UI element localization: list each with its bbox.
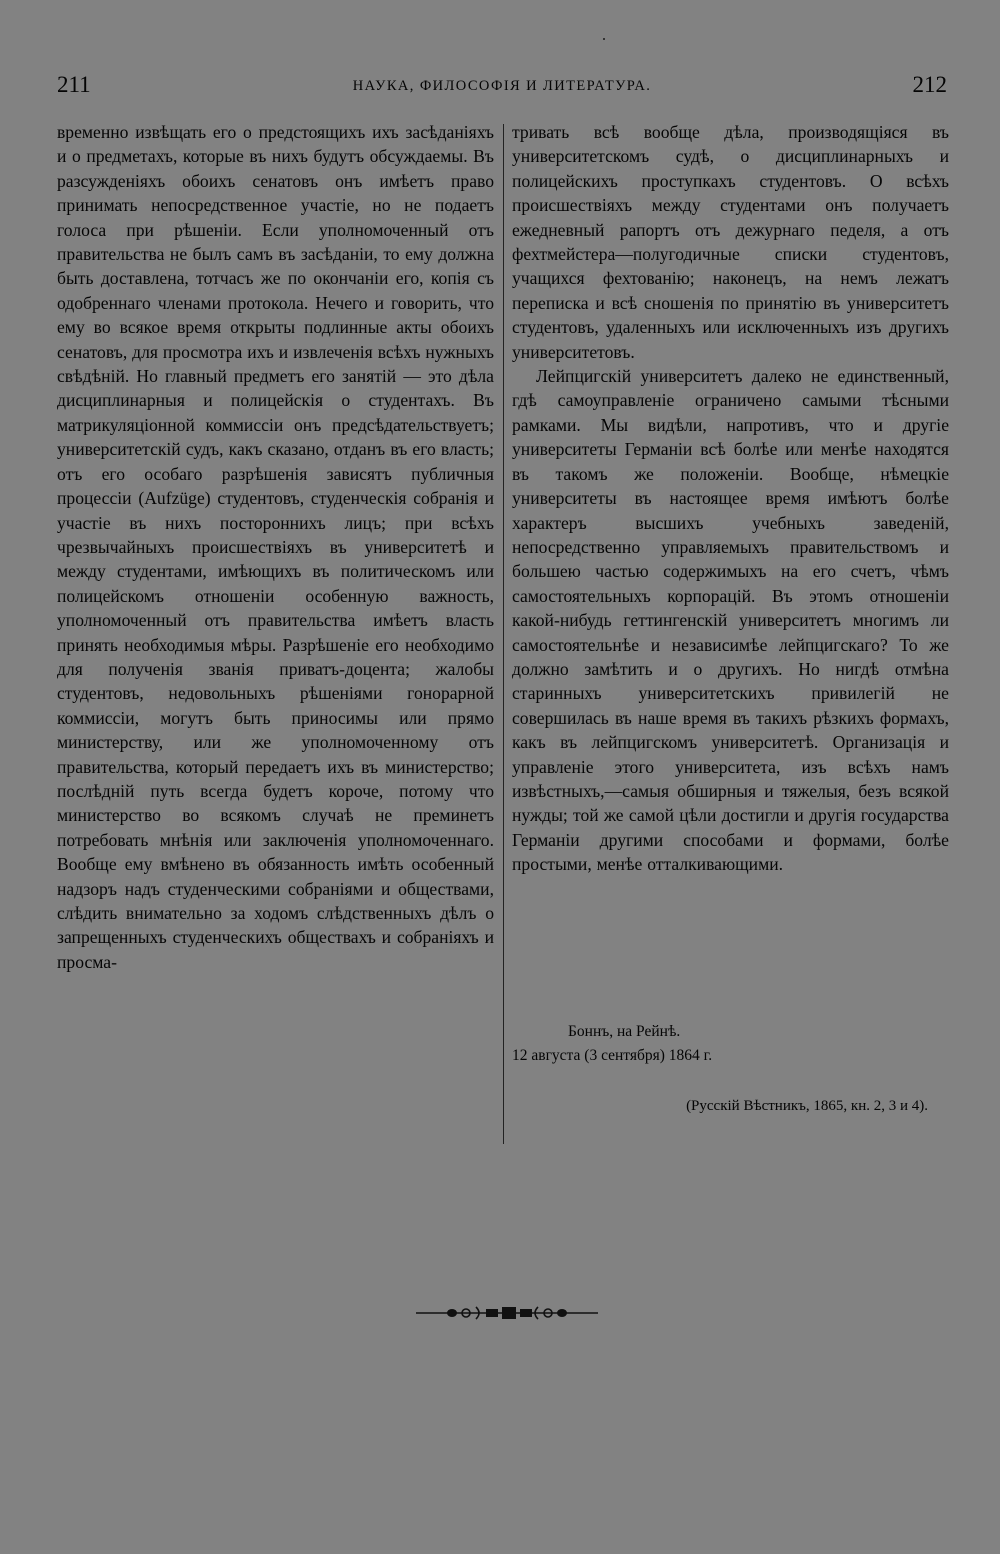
left-column bbox=[57, 120, 494, 974]
column-divider bbox=[503, 124, 504, 1144]
signoff-date: 12 августа (3 сентября) 1864 г. bbox=[512, 1047, 713, 1064]
paragraph-continuation: тривать всѣ вообще дѣла, производящіяся въ университетскомъ судѣ, о дисциплинарныхъ и полицейскихъ проступкахъ студентовъ. О всѣхъ происшествіяхъ между студентами онъ получаетъ ежедневный рапортъ отъ дежурнаго педеля, а отъ фехтмейстера—полугодичные списки студентовъ, учащихся фехтованію; наконецъ, на немъ лежатъ переписка и всѣ сношенія по принятію въ университетъ студентовъ, удаленныхъ или исключенныхъ изъ другихъ университетовъ. bbox=[512, 122, 949, 362]
running-title: НАУКА, ФИЛОСОФІЯ И ЛИТЕРАТУРА. bbox=[352, 78, 652, 94]
page-header bbox=[57, 70, 947, 104]
ornament-fleuron-icon bbox=[414, 1303, 600, 1323]
right-column bbox=[512, 120, 949, 877]
signoff-place: Боннъ, на Рейнѣ. bbox=[568, 1023, 681, 1040]
paragraph-leipzig: Лейпцигскій университетъ далеко не единственный, гдѣ самоуправленіе ограничено самыми тѣсными рамками. Мы видѣли, напротивъ, что и другіе университеты Германіи всѣ болѣе или менѣе находятся въ такомъ же положеніи. Вообще, нѣмецкіе университеты въ настоящее время имѣютъ болѣе характеръ высшихъ учебныхъ заведеній, непосредственно управляемыхъ правительствомъ и большею частью содержимыхъ на его счетъ, чѣмъ самостоятельныхъ корпорацій. Въ этомъ отношеніи какой-нибудь геттингенскій университетъ многимъ ли самостоятельнѣе и независимѣе лейпцигскаго? То же должно замѣтить и о другихъ. Но нигдѣ отмѣна старинныхъ университетскихъ привилегій не совершилась въ наше время въ такихъ рѣзкихъ формахъ, какъ въ лейпцигскомъ университетѣ. Организація и управленіе этого университета, изъ всѣхъ намъ извѣстныхъ,—самыя обширныя и тяжелыя, безъ всякой нужды; той же самой цѣли достигли и другія государства Германіи другими способами и формами, болѣе простыми, менѣе отталкивающими. bbox=[512, 366, 949, 875]
source-citation: (Русскій Вѣстникъ, 1865, кн. 2, 3 и 4). bbox=[686, 1098, 928, 1114]
page-number-left: 211 bbox=[57, 72, 91, 97]
left-column-text: временно извѣщать его о предстоящихъ ихъ засѣданіяхъ и о предметахъ, которые въ нихъ будутъ обсуждаемы. Въ разсужденіяхъ обоихъ сенатовъ онъ имѣетъ право принимать непосредственное участіе, но не подаетъ голоса при рѣшеніи. Если уполномоченный отъ правительства не былъ самъ въ засѣданіи, то ему должна быть доставлена, тотчасъ же по окончаніи его, копія съ одобреннаго членами протокола. Нечего и говорить, что ему во всякое время открыты подлинные акты обоихъ сенатовъ, для просмотра ихъ и извлеченія всѣхъ нужныхъ свѣдѣній. Но главный предметъ его занятій — это дѣла дисциплинарныя и полицейскія о студентахъ. Въ матрикуляціонной коммиссіи онъ предсѣдательствуетъ; университетскій судъ, какъ сказано, отданъ въ его власть; отъ его особаго разрѣшенія зависятъ публичныя процессіи (Aufzüge) студентовъ, студенческія собранія и участіе въ нихъ постороннихъ лицъ; при всѣхъ чрезвычайныхъ происшествіяхъ въ университетѣ и между студентами, имѣющихъ въ политическомъ или полицейскомъ отношеніи особенную важность, уполномоченный отъ правительства имѣетъ власть принять необходимыя мѣры. Разрѣшеніе его необходимо для полученія званія приватъ-доцента; жалобы студентовъ, недовольныхъ рѣшеніями гонорарной коммиссіи, могутъ быть приносимы или прямо министерству, или же уполномоченному отъ правительства, который передаетъ ихъ въ министерство; послѣдній путь всегда будетъ короче, потому что министерство во всякомъ случаѣ не преминетъ потребовать мнѣнія или заключенія уполномоченнаго. Вообще ему вмѣнено въ обязанность имѣть особенный надзоръ надъ студенческими собраніями и обществами, слѣдить внимательно за ходомъ слѣдственныхъ дѣлъ о запрещенныхъ студенческихъ обществахъ и собраніяхъ и просма- bbox=[57, 122, 494, 972]
print-speck bbox=[603, 38, 605, 40]
signoff bbox=[512, 1020, 949, 1068]
page-number-right: 212 bbox=[912, 72, 947, 97]
